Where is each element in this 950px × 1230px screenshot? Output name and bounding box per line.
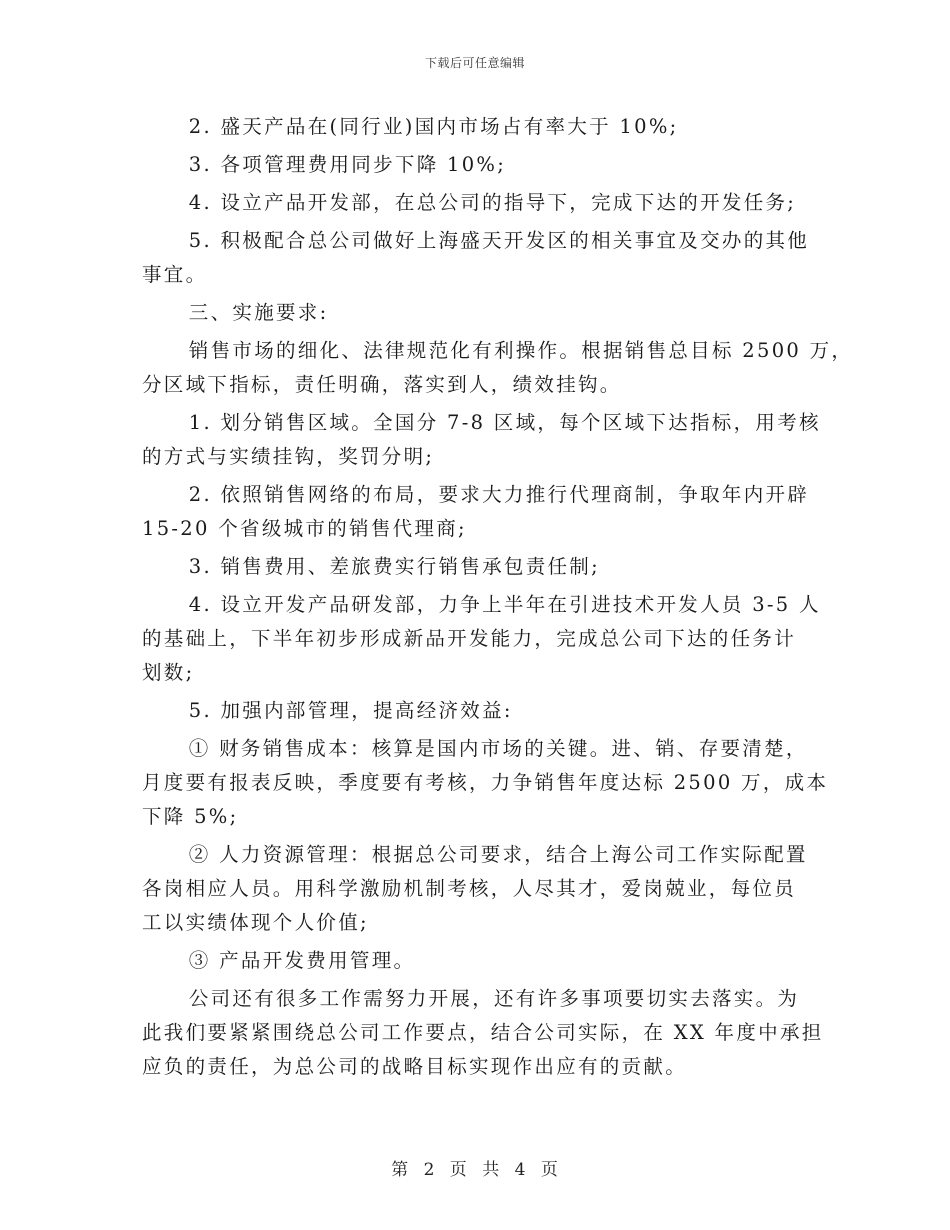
paragraph bbox=[142, 296, 812, 330]
paragraph-line: 此我们要紧紧围绕总公司工作要点，结合公司实际，在 XX 年度中承担 bbox=[142, 1021, 824, 1044]
paragraph-line: 4. 设立开发产品研发部，力争上半年在引进技术开发人员 3-5 人 bbox=[188, 593, 821, 616]
paragraph-line: ① 财务销售成本：核算是国内市场的关键。进、销、存要清楚， bbox=[188, 737, 808, 760]
paragraph-line: 公司还有很多工作需努力开展，还有许多事项要切实去落实。为 bbox=[188, 987, 800, 1010]
paragraph-line: 分区域下指标，责任明确，落实到人，绩效挂钩。 bbox=[142, 373, 622, 396]
footer-label-pages: 页 bbox=[540, 1160, 559, 1180]
footer-current-page: 2 bbox=[423, 1160, 436, 1180]
paragraph bbox=[142, 224, 812, 292]
paragraph-line: 划数; bbox=[142, 661, 195, 684]
paragraph bbox=[142, 694, 812, 728]
paragraph-line: ② 人力资源管理：根据总公司要求，结合上海公司工作实际配置 bbox=[188, 843, 808, 866]
paragraph-line: 2. 盛天产品在(同行业)国内市场占有率大于 10%; bbox=[188, 115, 679, 138]
paragraph-line: 的方式与实绩挂钩，奖罚分明; bbox=[142, 445, 435, 468]
paragraph bbox=[142, 838, 812, 940]
paragraph-line: 销售市场的细化、法律规范化有利操作。根据销售总目标 2500 万， bbox=[188, 339, 854, 362]
paragraph bbox=[142, 944, 812, 978]
paragraph-line: 1. 划分销售区域。全国分 7-8 区域，每个区域下达指标，用考核 bbox=[188, 411, 821, 434]
footer-label-total: 共 bbox=[482, 1160, 501, 1180]
paragraph-line: 下降 5%; bbox=[142, 805, 239, 828]
paragraph bbox=[142, 334, 854, 402]
paragraph-line: 3. 销售费用、差旅费实行销售承包责任制; bbox=[188, 555, 600, 578]
paragraph bbox=[142, 406, 821, 474]
paragraph bbox=[142, 148, 812, 182]
page-footer bbox=[0, 1155, 950, 1180]
paragraph bbox=[142, 110, 812, 144]
footer-total-pages: 4 bbox=[514, 1160, 527, 1180]
paragraph-line: 5. 加强内部管理，提高经济效益: bbox=[188, 699, 513, 722]
paragraph bbox=[142, 982, 824, 1084]
paragraph bbox=[142, 550, 812, 584]
paragraph-line: 工以实绩体现个人价值; bbox=[142, 911, 369, 934]
paragraph-line: 月度要有报表反映，季度要有考核，力争销售年度达标 2500 万，成本 bbox=[142, 771, 829, 794]
paragraph bbox=[142, 186, 812, 220]
paragraph-line: 5. 积极配合总公司做好上海盛天开发区的相关事宜及交办的其他 bbox=[188, 229, 810, 252]
paragraph-line: 各岗相应人员。用科学激励机制考核，人尽其才，爱岗兢业，每位员 bbox=[142, 877, 797, 900]
paragraph-line: 15-20 个省级城市的销售代理商; bbox=[142, 517, 467, 540]
paragraph-line: 事宜。 bbox=[142, 263, 208, 286]
footer-label-of: 页 bbox=[449, 1160, 468, 1180]
paragraph bbox=[142, 478, 812, 546]
paragraph-line: ③ 产品开发费用管理。 bbox=[188, 949, 416, 972]
paragraph-line: 的基础上，下半年初步形成新品开发能力，完成总公司下达的任务计 bbox=[142, 627, 797, 650]
page-header: 下载后可任意编辑 bbox=[424, 56, 525, 70]
footer-label-page: 第 bbox=[391, 1160, 410, 1180]
paragraph-line: 三、实施要求: bbox=[188, 301, 329, 324]
paragraph-line: 3. 各项管理费用同步下降 10%; bbox=[188, 153, 507, 176]
paragraph bbox=[142, 588, 821, 690]
paragraph-line: 2. 依照销售网络的布局，要求大力推行代理商制，争取年内开辟 bbox=[188, 483, 810, 506]
document-body bbox=[142, 110, 854, 1088]
paragraph bbox=[142, 732, 829, 834]
paragraph-line: 4. 设立产品开发部，在总公司的指导下，完成下达的开发任务; bbox=[188, 191, 797, 214]
paragraph-line: 应负的责任，为总公司的战略目标实现作出应有的贡献。 bbox=[142, 1055, 688, 1078]
